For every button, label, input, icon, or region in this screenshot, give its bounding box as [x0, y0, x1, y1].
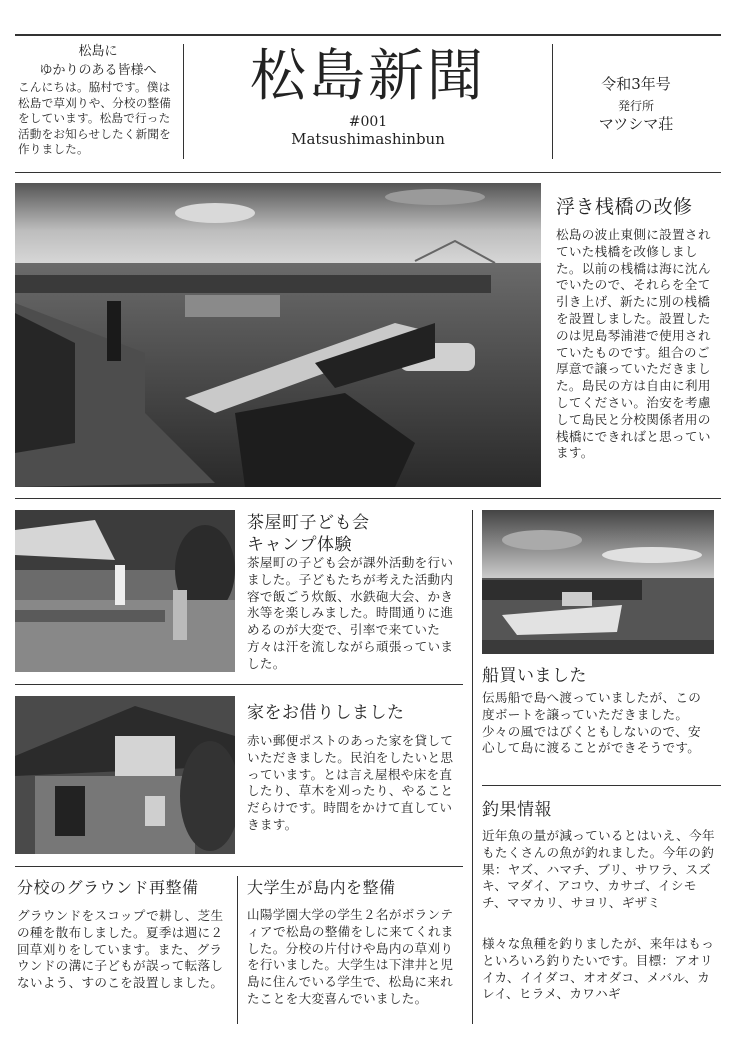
fishing-heading: 釣果情報: [482, 800, 552, 820]
house-photo-image: [15, 696, 235, 854]
camp-photo-image: [15, 510, 235, 672]
pier-photo-image: [15, 183, 541, 487]
greeting-title-line-1: 松島に: [78, 44, 118, 59]
feature-bottom-rule: [15, 498, 721, 499]
pier-photo: [15, 183, 541, 487]
right-column-divider: [472, 510, 473, 1024]
masthead-bottom-rule: [15, 172, 721, 173]
students-heading: 大学生が島内を整備: [247, 878, 396, 897]
boat-bottom-rule: [482, 785, 721, 786]
camp-heading-line-2: キャンプ体験: [247, 535, 352, 555]
fishing-body-2: 様々な魚種を釣りましたが、来年はもっといろいろ釣りたいです。目標：アオリイカ、イイダコ、オオダコ、メバル、カレイ、ヒラメ、カワハギ: [482, 936, 715, 1002]
masthead-divider-right: [552, 44, 553, 159]
publisher-label: 発行所: [617, 99, 654, 113]
publisher-name: マツシマ荘: [598, 115, 674, 133]
camp-heading: [247, 512, 462, 556]
boat-photo: [482, 510, 714, 654]
pier-body: 松島の波止東側に設置されていた桟橋を改修しました。以前の桟橋は海に沈んでいたので、それらを全て引き上げ、新たに別の桟橋を設置しました。設置したのは児島琴浦港で使用されていたものです。組合のご厚意で譲っていただきました。島民の方は自由に利用してください。治安を考慮して島民と分校関係者用の桟橋にできればと思っています。: [556, 227, 711, 461]
masthead: [190, 44, 546, 148]
lower-left-divider: [237, 876, 238, 1024]
house-photo: [15, 696, 235, 854]
boat-heading: 船買いました: [482, 666, 587, 686]
students-body: 山陽学園大学の学生２名がボランティアで松島の整備をしに来てくれました。分校の片付けや島内の草刈りを行いました。大学生は下津井と児島に住んでいる学生で、松島に来れたことを大変喜んでいました。: [247, 907, 454, 1006]
greeting-body: こんにちは。脇村です。僕は松島で草刈りや、分校の整備をしています。松島で行った活動をお知らせしたく新聞を作りました。: [18, 80, 172, 156]
house-heading: 家をお借りしました: [247, 703, 405, 723]
house-body: 赤い郵便ポストのあった家を貸していただきました。民泊をしたいと思っています。とは言え屋根や床を直したり、草木を刈ったり、やることだらけです。時間をかけて直していきます。: [247, 733, 454, 832]
ground-body: グラウンドをスコップで耕し、芝生の種を散布しました。夏季は週に２回草刈りをしています。また、グラウンドの溝に子どもが誤って転落しないよう、すのこを設置しました。: [17, 908, 224, 991]
camp-bottom-rule: [15, 684, 463, 685]
boat-photo-image: [482, 510, 714, 654]
ground-heading: 分校のグラウンド再整備: [17, 878, 199, 897]
top-rule: [15, 34, 721, 36]
masthead-meta: [556, 74, 716, 134]
romanized-title: Matsushimashinbun: [291, 130, 445, 148]
greeting-title: [18, 42, 178, 80]
house-bottom-rule: [15, 866, 463, 867]
camp-body: 茶屋町の子ども会が課外活動を行いました。子どもたちが考えた活動内容で飯ごう炊飯、水鉄砲大会、かき氷等を楽しみました。時間通りに進めるのが大変で、引率で来ていた方々は汗を流しながら頑張っていました。: [247, 555, 454, 671]
greeting-title-line-2: ゆかりのある皆様へ: [39, 63, 157, 78]
camp-photo: [15, 510, 235, 672]
masthead-divider-left: [183, 44, 184, 159]
edition: 令和3年号: [601, 75, 671, 93]
issue-number: #001: [348, 114, 388, 130]
pier-heading: 浮き桟橋の改修: [556, 196, 693, 218]
camp-heading-line-1: 茶屋町子ども会: [247, 513, 370, 533]
newspaper-title: 松島新聞: [250, 44, 486, 109]
boat-body: 伝馬船で島へ渡っていましたが、この度ボートを譲っていただきました。少々の風ではびくともしないので、安心して島に渡ることができそうです。: [482, 690, 702, 756]
fishing-body-1: 近年魚の量が減っているとはいえ、今年もたくさんの魚が釣れました。今年の釣果：ヤズ、ハマチ、ブリ、サワラ、スズキ、マダイ、アコウ、カサゴ、イシモチ、ママカリ、サヨリ、ギザミ: [482, 828, 715, 911]
